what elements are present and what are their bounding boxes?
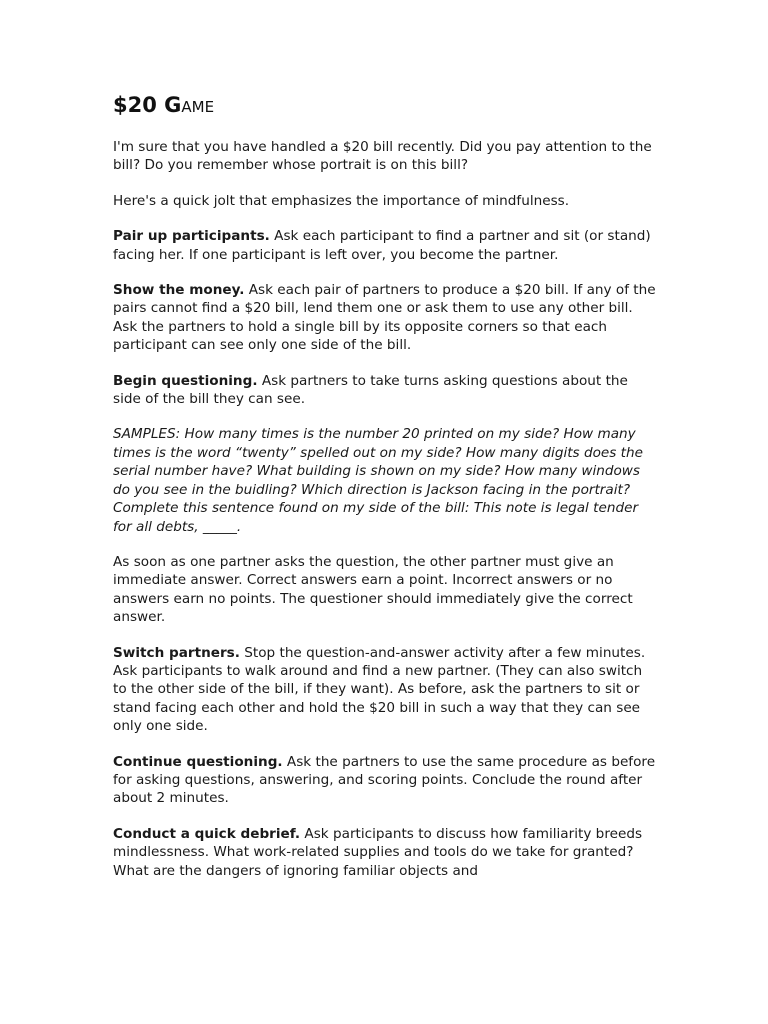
answers-paragraph: As soon as one partner asks the question, the other partner must give an immediate answer. Correct answers earn a point. Incorrect answers or no answers earn no points. The questioner should immediately give the correct answer. — [113, 553, 633, 626]
show-money-heading: Show the money. — [113, 282, 245, 299]
intro-jolt-paragraph: Here's a quick jolt that emphasizes the importance of mindfulness. — [113, 192, 570, 209]
samples-paragraph: SAMPLES: How many times is the number 20 printed on my side? How many times is the word “twenty” spelled out on my side? How many digits does the serial number have? What building is shown on my side? How many windows do you see in the buidling? Which direction is Jackson facing in the portrait? Complete this sentence found on my side of the bill: This note is legal tender for all debts, _____. — [113, 426, 643, 535]
title-small-caps: AME — [181, 98, 215, 116]
document-page — [113, 90, 658, 897]
begin-questioning-heading: Begin questioning. — [113, 372, 258, 389]
debrief-heading: Conduct a quick debrief. — [113, 825, 301, 842]
switch-partners-text: Stop the question-and-answer activity after a few minutes. Ask participants to walk around and find a new partner. (They can also switch to the other side of the bill, if they want). As before, ask the partners to sit or stand facing each other and hold the $20 bill in such a way that they can see only one side. — [113, 644, 646, 735]
continue-questioning-heading: Continue questioning. — [113, 753, 283, 770]
begin-questioning-paragraph — [113, 372, 658, 409]
title-prefix: $20 G — [113, 93, 182, 117]
pair-up-paragraph — [113, 227, 658, 264]
debrief-text: Ask participants to discuss how familiarity breeds mindlessness. What work-related supplies and tools do we take for granted? What are the dangers of ignoring familiar objects and — [113, 825, 643, 879]
begin-questioning-text: Ask partners to take turns asking questions about the side of the bill they can see. — [113, 372, 628, 408]
debrief-paragraph — [113, 825, 658, 880]
switch-partners-paragraph — [113, 644, 658, 736]
switch-partners-heading: Switch partners. — [113, 644, 240, 661]
pair-up-heading: Pair up participants. — [113, 228, 270, 245]
show-money-paragraph — [113, 281, 658, 355]
page-title — [113, 90, 658, 122]
show-money-text: Ask each pair of partners to produce a $20 bill. If any of the pairs cannot find a $20 bill, lend them one or ask them to use any other bill. Ask the partners to hold a single bill by its opposite corners so that each participant can see only one side of the bill. — [113, 282, 656, 354]
continue-questioning-text: Ask the partners to use the same procedure as before for asking questions, answering, and scoring points. Conclude the round after about 2 minutes. — [113, 753, 656, 807]
pair-up-text: Ask each participant to find a partner and sit (or stand) facing her. If one participant is left over, you become the partner. — [113, 228, 651, 263]
continue-questioning-paragraph — [113, 753, 658, 808]
intro-paragraph: I'm sure that you have handled a $20 bill recently. Did you pay attention to the bill? Do you remember whose portrait is on this bill? — [113, 139, 652, 174]
